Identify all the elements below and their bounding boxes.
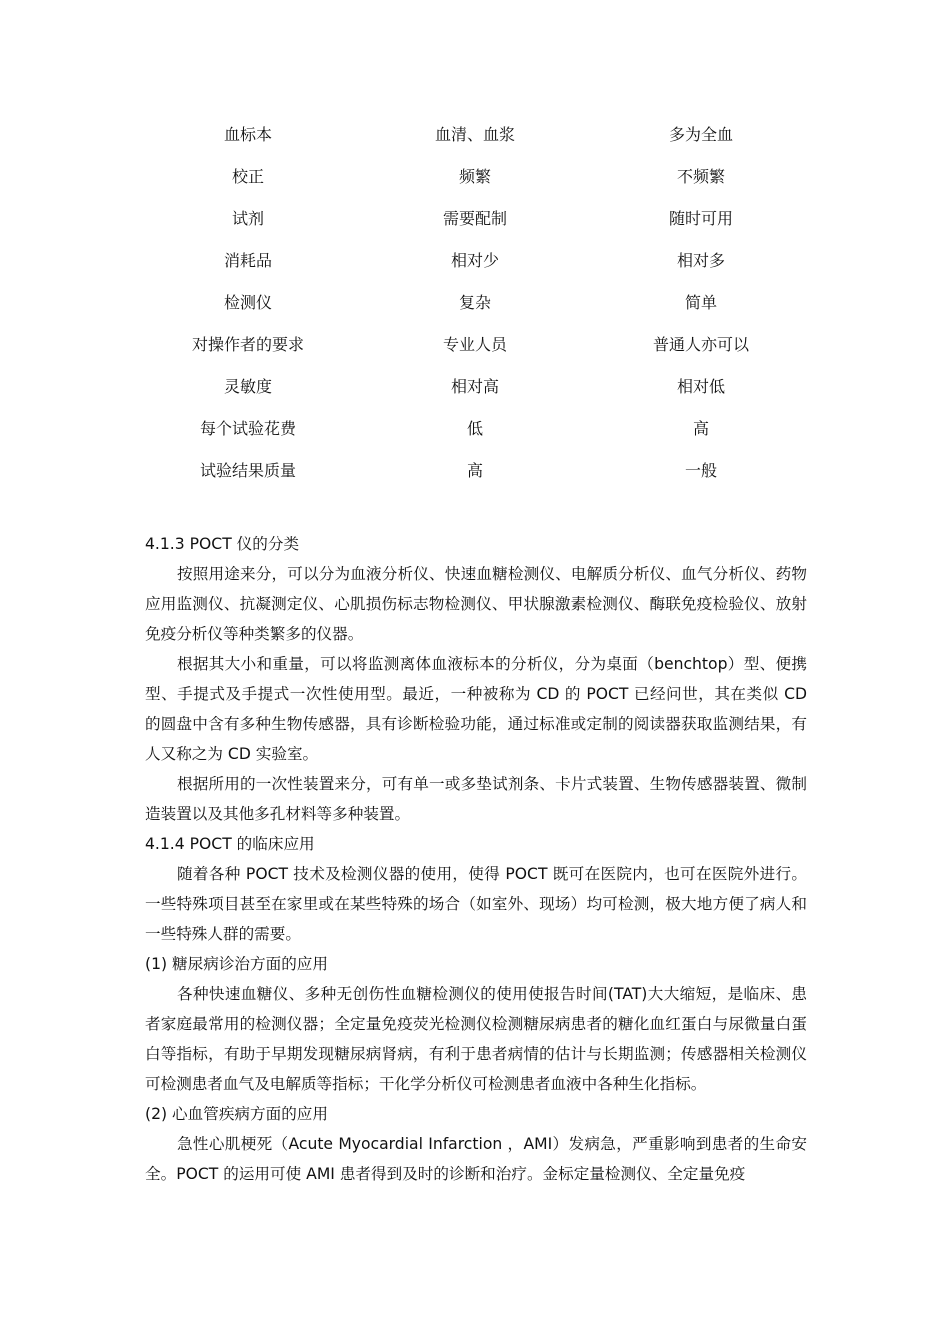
paragraph: 急性心肌梗死（Acute Myocardial Infarction ，AMI）发病急，严重影响到患者的生命安全。POCT 的运用可使 AMI 患者得到及时的诊断和治疗。金标定量检测仪、全定量免疫 xyxy=(145,1135,807,1183)
section-heading: 4.1.4 POCT 的临床应用 xyxy=(145,835,315,853)
table-cell: 不频繁 xyxy=(676,167,725,186)
table-row xyxy=(0,450,950,492)
table-cell: 灵敏度 xyxy=(223,377,272,396)
paragraph: 随着各种 POCT 技术及检测仪器的使用，使得 POCT 既可在医院内，也可在医院外进行。一些特殊项目甚至在家里或在某些特殊的场合（如室外、现场）均可检测，极大地方便了病人和一些特殊人群的需要。 xyxy=(145,865,807,943)
subsection-heading: (1) 糖尿病诊治方面的应用 xyxy=(145,955,328,973)
paragraph: 根据其大小和重量，可以将监测离体血液标本的分析仪，分为桌面（benchtop）型、便携型、手提式及手提式一次性使用型。最近，一种被称为 CD 的 POCT 已经问世，其在类似 CD 的圆盘中含有多种生物传感器，具有诊断检验功能，通过标准或定制的阅读器获取监测结果，有人又称之为 CD 实验室。 xyxy=(145,655,807,763)
table-cell: 普通人亦可以 xyxy=(652,335,749,354)
table-cell: 复杂 xyxy=(458,293,491,312)
table-cell: 相对高 xyxy=(450,377,499,396)
table-cell: 血清、血浆 xyxy=(434,125,515,144)
table-cell: 血标本 xyxy=(223,125,272,144)
table-cell: 试验结果质量 xyxy=(199,461,296,480)
table-cell: 随时可用 xyxy=(668,209,733,228)
table-cell: 消耗品 xyxy=(223,251,272,270)
table-cell: 对操作者的要求 xyxy=(191,335,304,354)
subsection-heading: (2) 心血管疾病方面的应用 xyxy=(145,1105,328,1123)
table-row xyxy=(0,198,950,240)
paragraph: 按照用途来分，可以分为血液分析仪、快速血糖检测仪、电解质分析仪、血气分析仪、药物应用监测仪、抗凝测定仪、心肌损伤标志物检测仪、甲状腺激素检测仪、酶联免疫检验仪、放射免疫分析仪等种类繁多的仪器。 xyxy=(145,565,807,643)
table-row xyxy=(0,408,950,450)
table-row xyxy=(0,156,950,198)
table-cell: 一般 xyxy=(684,461,717,480)
table-cell: 相对低 xyxy=(676,377,725,396)
table-cell: 试剂 xyxy=(231,209,264,228)
table-cell: 校正 xyxy=(231,167,264,186)
table-row xyxy=(0,366,950,408)
paragraph: 各种快速血糖仪、多种无创伤性血糖检测仪的使用使报告时间(TAT)大大缩短，是临床、患者家庭最常用的检测仪器；全定量免疫荧光检测仪检测糖尿病患者的糖化血红蛋白与尿微量白蛋白等指标，有助于早期发现糖尿病肾病，有利于患者病情的估计与长期监测；传感器相关检测仪可检测患者血气及电解质等指标；干化学分析仪可检测患者血液中各种生化指标。 xyxy=(145,985,807,1093)
table-row xyxy=(0,324,950,366)
table-cell: 高 xyxy=(692,419,709,438)
body-text xyxy=(145,529,807,1189)
comparison-table xyxy=(0,114,950,492)
table-cell: 简单 xyxy=(684,293,717,312)
table-cell: 专业人员 xyxy=(442,335,507,354)
table-row xyxy=(0,240,950,282)
table-row xyxy=(0,114,950,156)
table-row xyxy=(0,282,950,324)
section-heading: 4.1.3 POCT 仪的分类 xyxy=(145,535,300,553)
table-cell: 相对多 xyxy=(676,251,725,270)
table-cell: 高 xyxy=(466,461,483,480)
table-cell: 相对少 xyxy=(450,251,499,270)
table-cell: 多为全血 xyxy=(668,125,733,144)
table-cell: 频繁 xyxy=(458,167,491,186)
table-cell: 低 xyxy=(466,419,483,438)
paragraph: 根据所用的一次性装置来分，可有单一或多垫试剂条、卡片式装置、生物传感器装置、微制造装置以及其他多孔材料等多种装置。 xyxy=(145,775,807,823)
table-cell: 需要配制 xyxy=(442,209,507,228)
table-cell: 检测仪 xyxy=(223,293,272,312)
table-cell: 每个试验花费 xyxy=(199,419,296,438)
